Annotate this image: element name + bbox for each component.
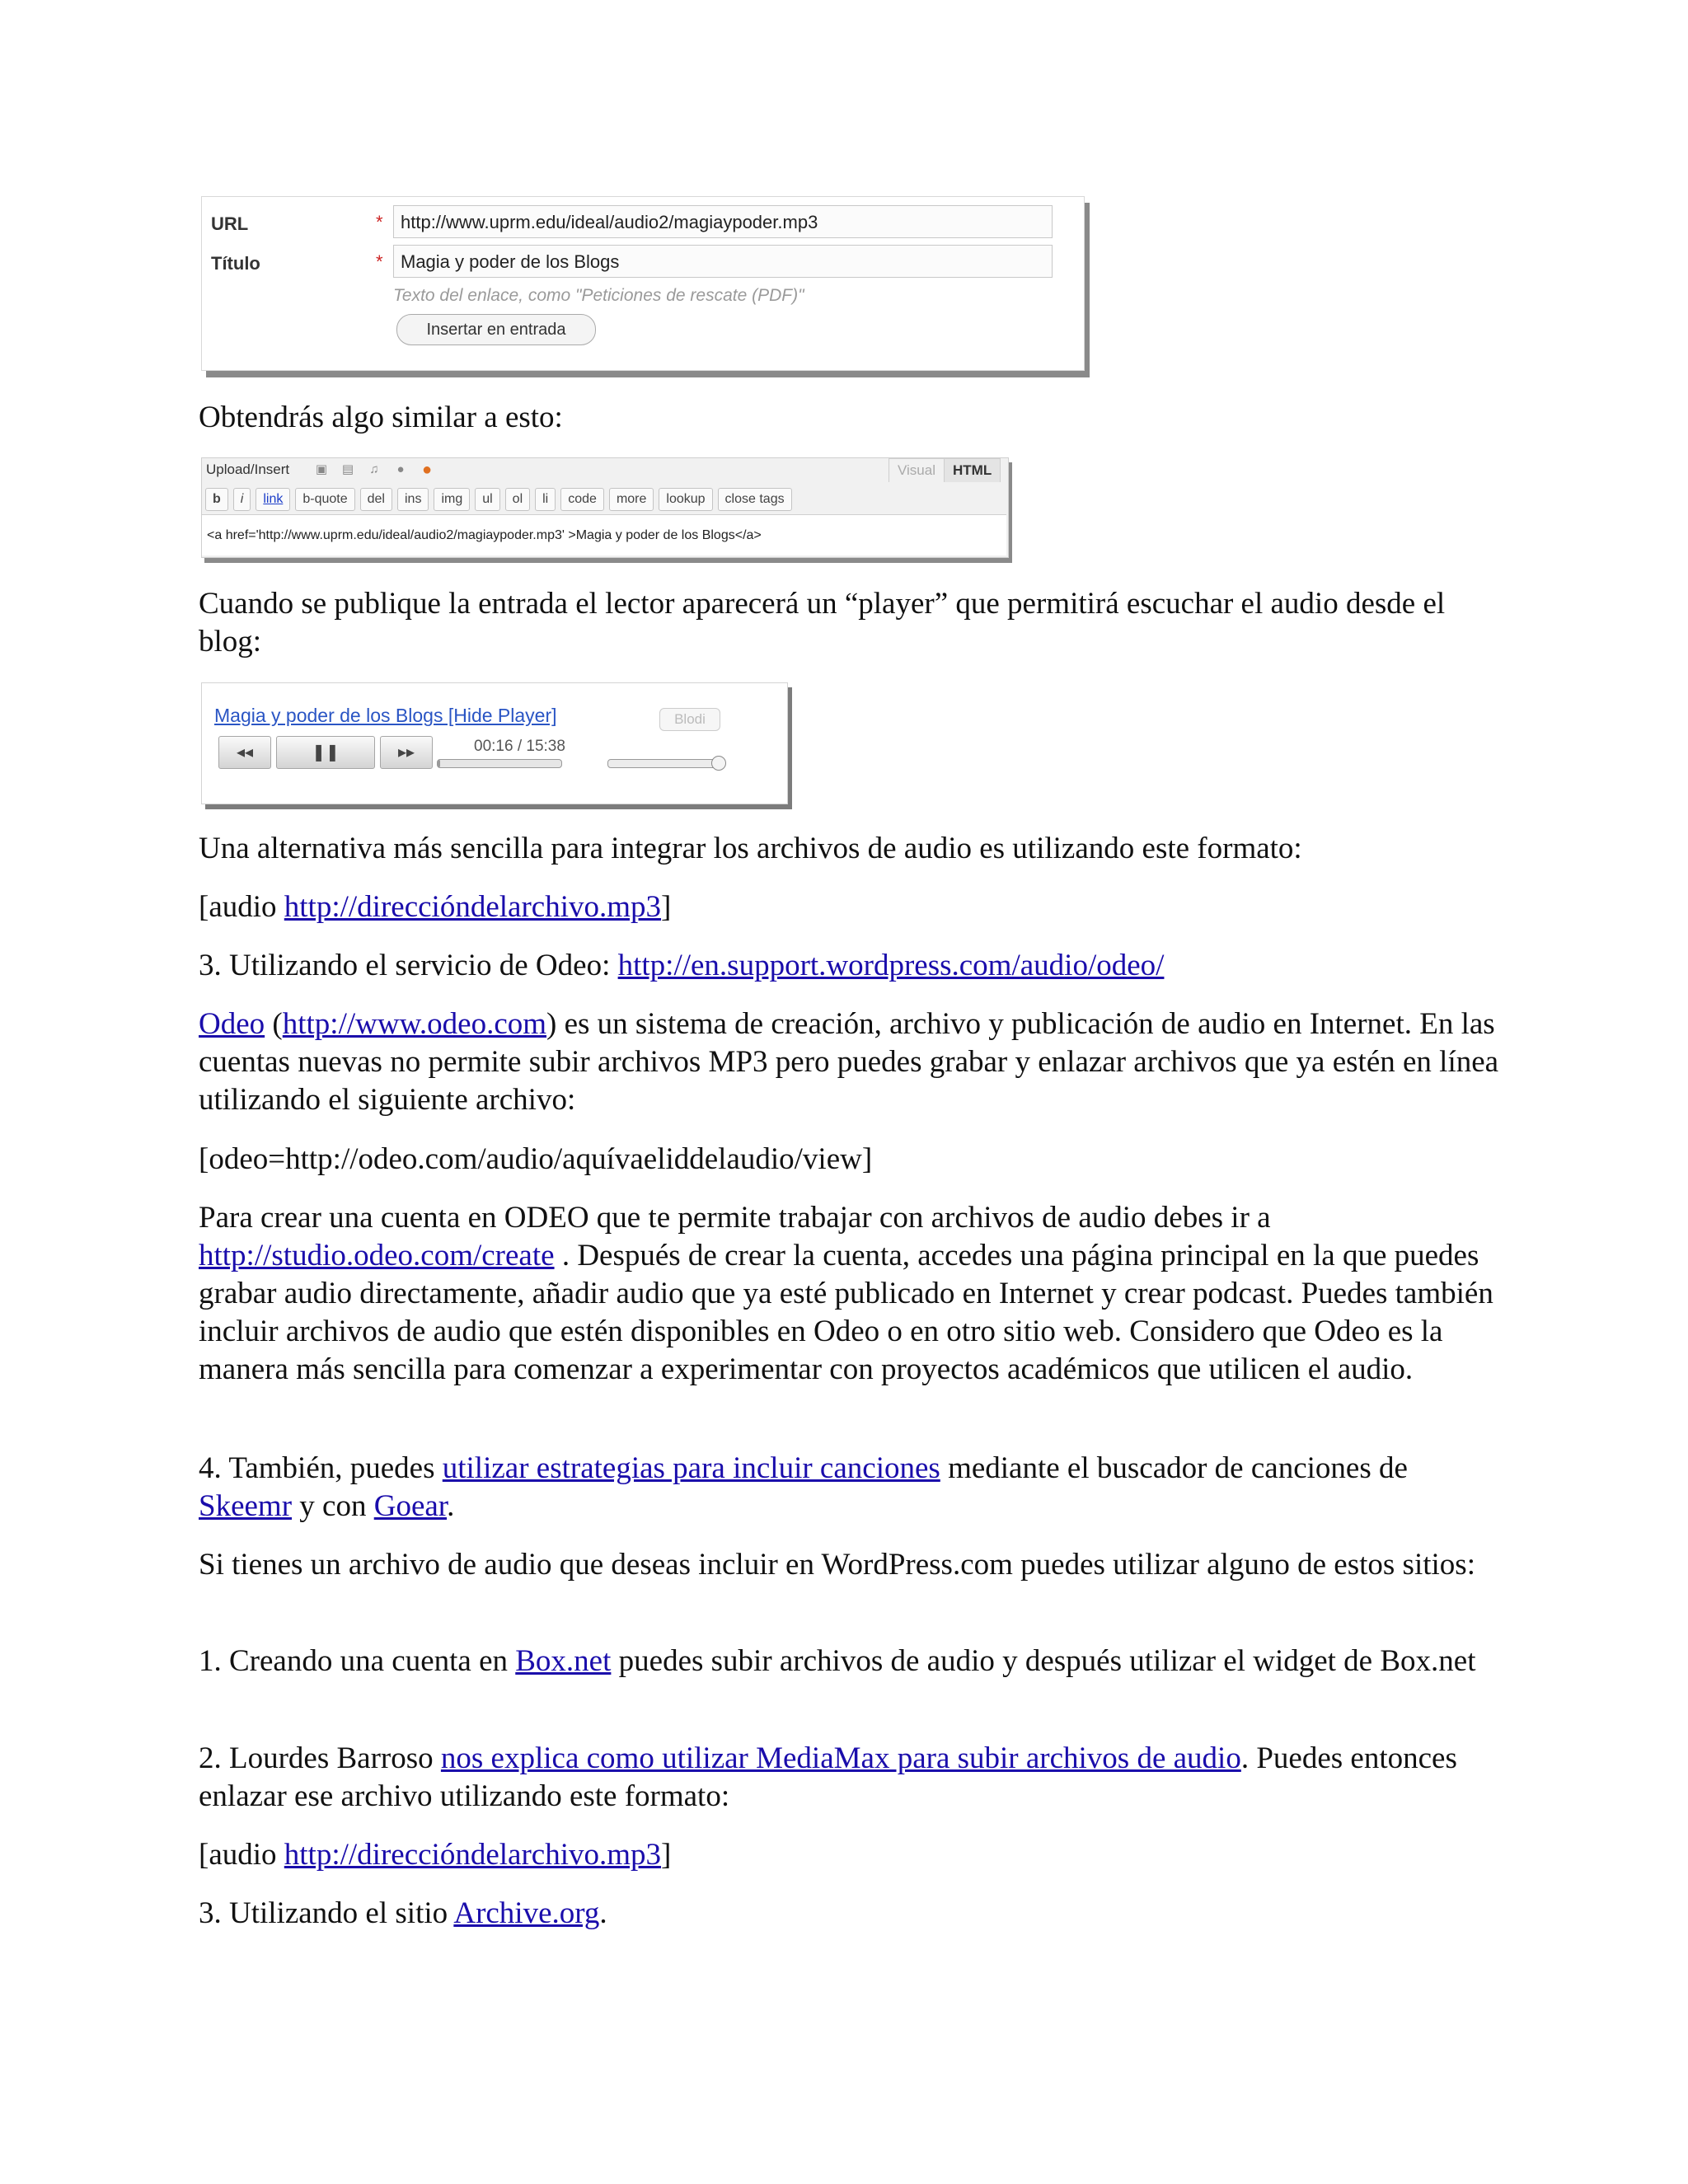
paragraph-audio-format-2 (199, 1836, 1501, 1874)
paragraph-obtendras: Obtendrás algo similar a esto: (199, 401, 563, 434)
paragraph-odeo-code: [odeo=http://odeo.com/audio/aquívaeliddelaudio/view] (199, 1142, 873, 1176)
ol-button[interactable]: ol (505, 488, 530, 511)
tab-html[interactable]: HTML (944, 458, 1001, 482)
odeo-site-link[interactable]: http://www.odeo.com (282, 1007, 547, 1041)
required-mark: * (376, 212, 383, 232)
pause-icon: ❚❚ (312, 743, 340, 762)
odeo-description-text: ) es un sistema de creación, archivo y publicación de audio en Internet. En las cuentas nuevas no permite subir archivos MP3 pero puedes grabar y enlazar archivos que ya estén en línea utilizando el siguiente archivo: (199, 1007, 1499, 1117)
forward-button[interactable] (380, 736, 433, 769)
odeo-service-text: 3. Utilizando el servicio de Odeo: (199, 949, 618, 982)
title-field[interactable]: Magia y poder de los Blogs (393, 245, 1053, 278)
tambien-end: . (447, 1489, 455, 1523)
link-text-hint: Texto del enlace, como "Peticiones de rescate (PDF)" (393, 286, 804, 305)
italic-button[interactable]: i (233, 488, 251, 511)
paragraph-archive (199, 1895, 1501, 1933)
archive-org-link[interactable]: Archive.org (453, 1896, 600, 1930)
close-tags-button[interactable]: close tags (718, 488, 792, 511)
bold-button[interactable]: b (205, 488, 228, 511)
rewind-icon: ◂◂ (236, 743, 254, 762)
audio-file-link[interactable]: http://direccióndelarchivo.mp3 (284, 890, 662, 924)
li-button[interactable]: li (535, 488, 556, 511)
tambien-text: 4. También, puedes (199, 1451, 443, 1485)
ins-button[interactable]: ins (397, 488, 429, 511)
paragraph-alternativa: Una alternativa más sencilla para integrar los archivos de audio es utilizando este formato: (199, 832, 1302, 865)
link-button[interactable]: link (256, 488, 290, 511)
media-icon[interactable]: ● (396, 462, 405, 476)
pause-button[interactable] (276, 736, 375, 769)
paragraph-box-net (199, 1643, 1501, 1680)
player-title-link[interactable]: Magia y poder de los Blogs [Hide Player] (214, 705, 557, 726)
lookup-button[interactable]: lookup (659, 488, 712, 511)
box-text: puedes subir archivos de audio y después utilizar el widget de Box.net (611, 1644, 1476, 1678)
paragraph-odeo-description (199, 1005, 1501, 1119)
code-button[interactable]: code (560, 488, 604, 511)
paren-open: ( (265, 1007, 283, 1041)
tambien-mid2-text: y con (292, 1489, 374, 1523)
player-time: 00:16 / 15:38 (474, 738, 565, 755)
url-label: URL (211, 213, 249, 234)
box-intro: 1. Creando una cuenta en (199, 1644, 516, 1678)
rewind-button[interactable] (218, 736, 271, 769)
crear-cuenta-text: . Después de crear la cuenta, accedes una página principal en la que puedes grabar audio directamente, añadir audio que ya esté publicado en Internet y crear podcast. Puedes también incluir archivos de audio que estén disponibles en Odeo o en otro sitio web. Considero que Odeo es la manera más sencilla para comenzar a experimentar con proyectos académicos que utilicen el audio. (199, 1239, 1493, 1386)
odeo-support-link[interactable]: http://en.support.wordpress.com/audio/odeo/ (617, 949, 1165, 982)
paragraph-audio-format-1 (199, 888, 1501, 926)
crear-cuenta-intro: Para crear una cuenta en ODEO que te permite trabajar con archivos de audio debes ir a (199, 1201, 1271, 1235)
audio-player-screenshot (201, 682, 788, 804)
html-editor-screenshot (201, 457, 1009, 558)
goear-link[interactable]: Goear (373, 1489, 448, 1523)
insert-into-post-button[interactable]: Insertar en entrada (396, 314, 596, 345)
box-net-link[interactable]: Box.net (515, 1644, 612, 1678)
upload-insert-label: Upload/Insert (206, 462, 290, 477)
image-icon[interactable]: ▣ (315, 462, 328, 476)
tab-visual[interactable]: Visual (889, 458, 945, 482)
blockquote-button[interactable]: b-quote (295, 488, 354, 511)
audio-file-link[interactable]: http://direccióndelarchivo.mp3 (284, 1838, 662, 1872)
audio-format-prefix: [audio (199, 890, 284, 924)
progress-fill (438, 760, 440, 767)
ul-button[interactable]: ul (475, 488, 499, 511)
media-icons (314, 461, 434, 479)
archive-intro: 3. Utilizando el sitio (199, 1896, 454, 1930)
quicktags-toolbar (205, 488, 792, 511)
add-media-icon[interactable]: ● (421, 461, 433, 479)
insert-link-form-screenshot (201, 196, 1085, 371)
img-button[interactable]: img (434, 488, 470, 511)
volume-slider[interactable] (607, 759, 723, 768)
url-field[interactable]: http://www.uprm.edu/ideal/audio2/magiaypoder.mp3 (393, 205, 1053, 238)
more-button[interactable]: more (609, 488, 654, 511)
audio-icon[interactable]: ♫ (369, 462, 379, 476)
del-button[interactable]: del (360, 488, 392, 511)
audio-format-suffix: ] (661, 890, 672, 924)
paragraph-lourdes (199, 1740, 1501, 1816)
estrategias-link[interactable]: utilizar estrategias para incluir canciones (442, 1451, 940, 1485)
paragraph-si-tienes: Si tienes un archivo de audio que deseas incluir en WordPress.com puedes utilizar alguno de estos sitios: (199, 1548, 1475, 1582)
paragraph-crear-cuenta (199, 1199, 1501, 1389)
archive-end: . (599, 1896, 607, 1930)
title-label: Título (211, 253, 260, 274)
paragraph-cuando: Cuando se publique la entrada el lector aparecerá un “player” que permitirá escuchar el audio desde el blog: (199, 587, 1446, 658)
tambien-mid-text: mediante el buscador de canciones de (940, 1451, 1408, 1485)
forward-icon: ▸▸ (397, 743, 415, 762)
editor-textarea[interactable]: <a href='http://www.uprm.edu/ideal/audio2/magiaypoder.mp3' >Magia y poder de los Blogs</a> (202, 514, 1006, 555)
video-icon[interactable]: ▤ (341, 462, 354, 476)
volume-knob[interactable] (711, 756, 726, 771)
paragraph-tambien (199, 1450, 1501, 1526)
odeo-create-link[interactable]: http://studio.odeo.com/create (199, 1239, 555, 1272)
audio-format-prefix: [audio (199, 1838, 284, 1872)
progress-bar[interactable] (437, 759, 562, 768)
lourdes-text: . Puedes entonces enlazar ese archivo utilizando este formato: (199, 1741, 1457, 1813)
mediamax-link[interactable]: nos explica como utilizar MediaMax para subir archivos de audio (440, 1741, 1241, 1775)
paragraph-odeo-service (199, 947, 1501, 985)
skeemr-link[interactable]: Skeemr (199, 1489, 293, 1523)
odeo-link[interactable]: Odeo (199, 1007, 265, 1041)
player-brand-badge: Blodi (659, 708, 720, 731)
required-mark: * (376, 251, 383, 272)
lourdes-intro: 2. Lourdes Barroso (199, 1741, 441, 1775)
audio-format-suffix: ] (661, 1838, 672, 1872)
